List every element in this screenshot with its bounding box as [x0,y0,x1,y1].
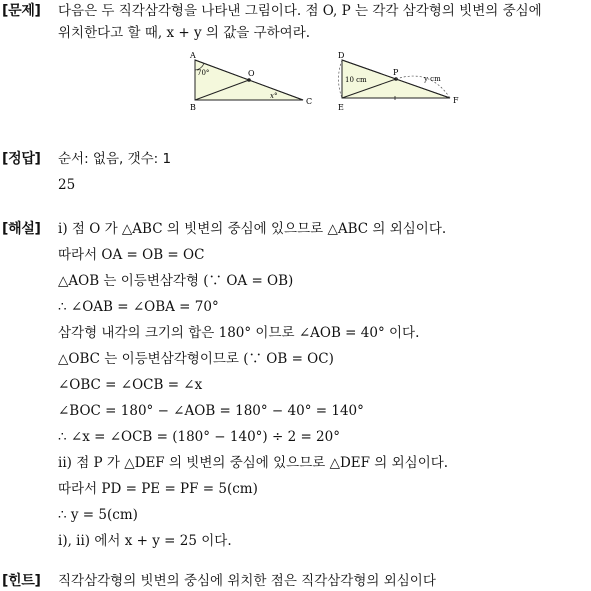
problem-line-2: 위치한다고 할 때, x + y 의 값을 구하여라. [58,25,311,41]
solution-line: ∠BOC = 180° − ∠AOB = 180° − 40° = 140° [58,403,364,419]
answer-tag: [정답] [2,151,41,167]
label-F: F [453,96,459,105]
solution-line: ∴ ∠OAB = ∠OBA = 70° [58,299,219,315]
triangle-def [338,51,459,112]
label-B: B [190,103,196,112]
label-D: D [338,51,345,60]
angle-C-label: x° [270,92,278,100]
solution-line: △OBC 는 이등변삼각형이므로 (∵ OB = OC) [58,351,334,367]
solution-line: ii) 점 P 가 △DEF 의 빗변의 중심에 있으므로 △DEF 의 외심이다. [58,455,449,471]
triangle-abc [189,51,312,112]
answer-line-1: 순서: 없음, 갯수: 1 [58,151,172,167]
label-P: P [393,68,399,77]
side-PF-label: y cm [424,75,441,83]
solution-tag: [해설] [2,221,41,237]
triangle-figures [0,48,591,118]
hint-tag: [힌트] [2,573,41,589]
angle-A-label: 70° [197,69,210,77]
solution-line: △AOB 는 이등변삼각형 (∵ OA = OB) [58,273,294,289]
problem-tag: [문제] [2,3,41,19]
solution-line: ∴ ∠x = ∠OCB = (180° − 140°) ÷ 2 = 20° [58,429,340,445]
side-DE-label: 10 cm [345,76,367,84]
label-E: E [338,103,344,112]
label-A: A [190,51,196,60]
answer-value: 25 [58,177,76,193]
label-C: C [306,97,313,106]
solution-line: 따라서 PD = PE = PF = 5(cm) [58,481,258,497]
solution-line: i) 점 O 가 △ABC 의 빗변의 중심에 있으므로 △ABC 의 외심이다. [58,221,447,237]
hint-text: 직각삼각형의 빗변의 중심에 위치한 점은 직각삼각형의 외심이다 [58,573,436,589]
solution-line: 삼각형 내각의 크기의 합은 180° 이므로 ∠AOB = 40° 이다. [58,325,420,341]
solution-line: ∠OBC = ∠OCB = ∠x [58,377,203,393]
problem-line-1: 다음은 두 직각삼각형을 나타낸 그림이다. 점 O, P 는 각각 삼각형의 빗변의 중심에 [58,3,542,19]
solution-line: i), ii) 에서 x + y = 25 이다. [58,533,232,549]
solution-line: 따라서 OA = OB = OC [58,247,205,263]
solution-line: ∴ y = 5(cm) [58,507,138,523]
label-O: O [248,69,255,78]
